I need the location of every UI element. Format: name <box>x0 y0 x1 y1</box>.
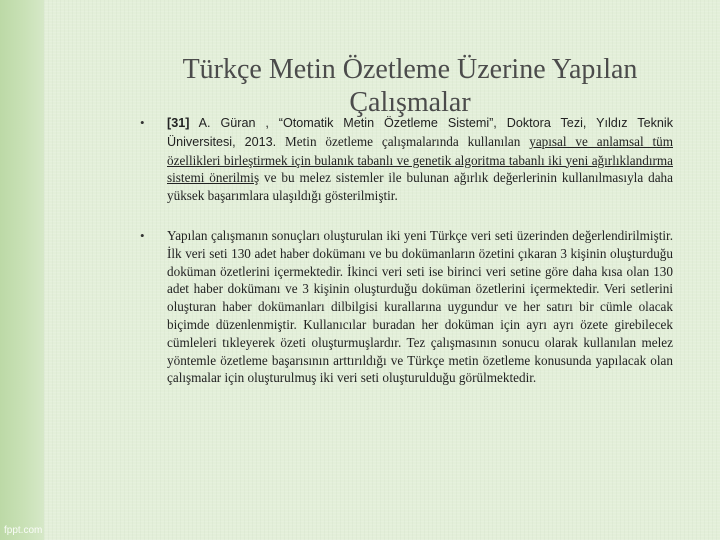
bullet-marker: • <box>140 115 145 130</box>
bullet-text-underlined: yapısal ve anlamsal tüm özellikleri birleştirmek için bulanık tabanlı ve genetik algoritma tabanlı iki yeni ağırlıklandırma sistemi önerilmiş <box>167 133 673 186</box>
reference-citation: A. Güran , “Otomatik Metin Özetleme Sistemi”, Doktora Tezi, Yıldız Teknik Üniversitesi, 2013. <box>167 116 673 149</box>
bullet-text <box>167 114 673 205</box>
bullet-text-plain: Metin özetleme çalışmalarında kullanılan <box>276 133 530 149</box>
bullet-text: Yapılan çalışmanın sonuçları oluşturulan iki yeni Türkçe veri seti üzerinden değerlendirilmiştir. İlk veri seti 130 adet haber dokümanı ve bu dokümanların özetini çıkaran 3 kişinin oluşturduğu doküman özetlerini içermektedir. İkinci veri seti ise birinci veri setine göre daha kısa olan 130 adet haber dokümanı ve 3 kişinin oluşturduğu doküman özetlerini içermektedir. Veri setlerini oluşturan haber dokümanları dilbilgisi kurallarına uygundur ve her satırı bir cümle olacak biçimde düzenlenmiştir. Kullanıcılar buradan her doküman için ayrı ayrı özete girebilecek cümleleri tıkleyerek özeti oluşturmuşlardır. Tez çalışmasının sonucu olarak kullanılan melez yöntemle özetleme başarısının arttırıldığı ve Türkçe metin özetleme konusunda yapılacak olan çalışmalar için oluşturulmuş iki veri seti oluşturulduğu görülmektedir. <box>167 227 673 386</box>
bullet-item <box>140 227 673 387</box>
bullet-list <box>140 114 673 409</box>
bullet-marker: • <box>140 227 145 243</box>
bullet-text-end: ve bu melez sistemler ile bulunan ağırlık değerlerinin kullanılmasıyla daha yüksek başarımlara ulaşıldığı gösterilmiştir. <box>167 170 674 204</box>
left-decorative-band <box>0 0 44 540</box>
bullet-item <box>140 114 673 205</box>
watermark-logo: fppt.com <box>4 525 43 536</box>
slide-title: Türkçe Metin Özetleme Üzerine Yapılan Çalışmalar <box>182 53 638 118</box>
reference-number: [31] <box>167 116 190 130</box>
